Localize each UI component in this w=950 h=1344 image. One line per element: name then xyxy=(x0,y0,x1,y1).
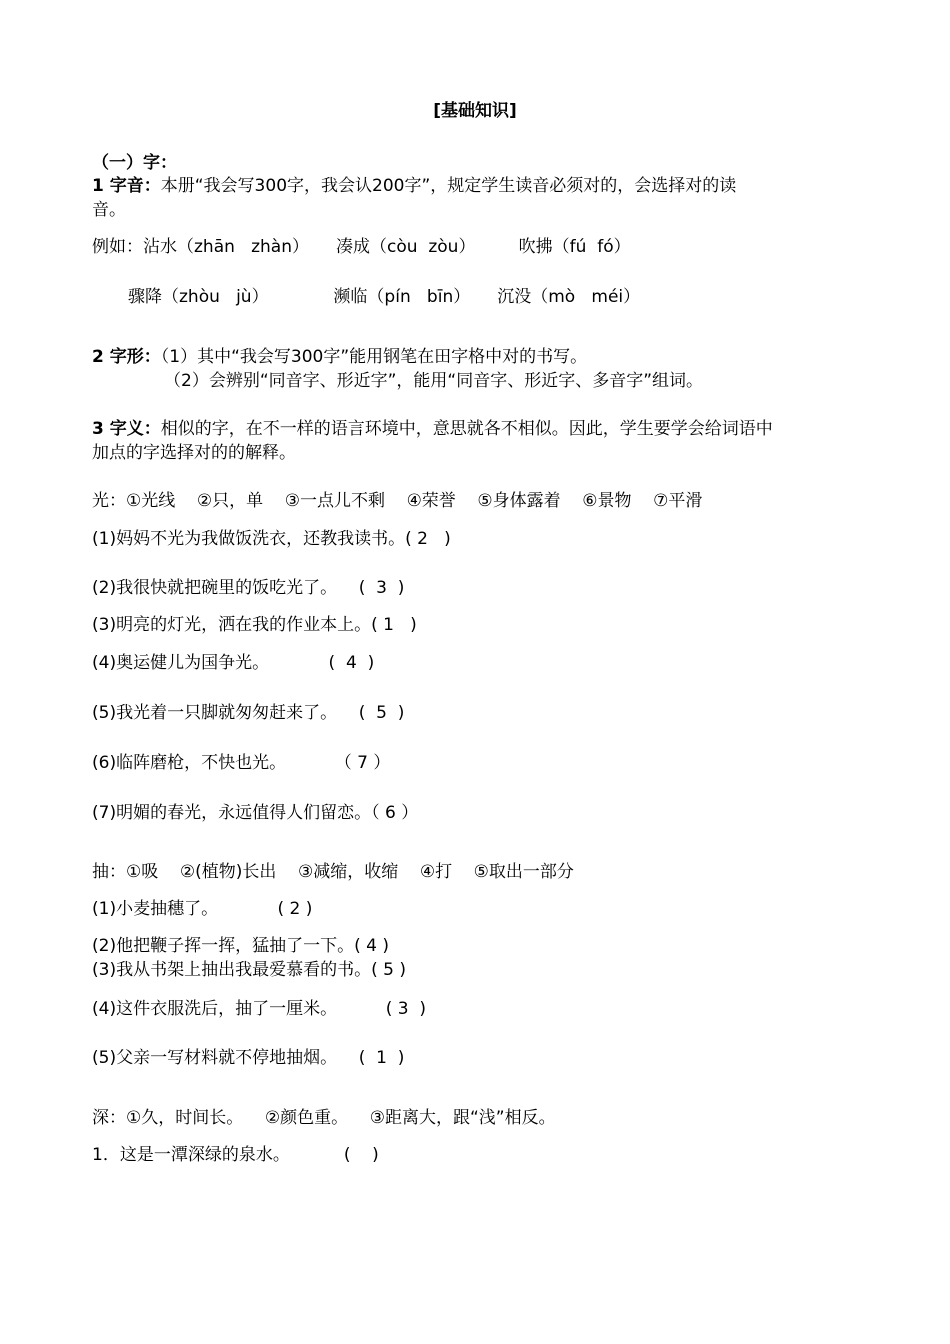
item3-text-a: 相似的字，在不一样的语言环境中，意思就各不相似。因此，学生要学会给词语中 xyxy=(160,419,773,439)
guang-question-6: (6)临阵磨枪，不快也光。 （ 7 ） xyxy=(92,753,391,773)
chou-question-5: (5)父亲一写材料就不停地抽烟。 ( 1 ) xyxy=(92,1048,405,1068)
shen-question-1: 1．这是一潭深绿的泉水。 ( ) xyxy=(92,1145,379,1165)
item2-text-b: （2）会辨别“同音字、形近字”，能用“同音字、形近字、多音字”组词。 xyxy=(164,371,704,391)
chou-meanings: 抽：①吸 ②(植物)长出 ③减缩，收缩 ④打 ⑤取出一部分 xyxy=(92,862,574,882)
section-heading: （一）字： xyxy=(92,153,177,173)
item3-text-b: 加点的字选择对的的解释。 xyxy=(92,443,296,463)
item1-line-a xyxy=(92,175,736,197)
pinyin-examples-row2: 骤降（zhòu jù） 濒临（pín bīn） 沉没（mò méi） xyxy=(128,287,641,307)
guang-question-5: (5)我光着一只脚就匆匆赶来了。 ( 5 ) xyxy=(92,703,405,723)
chou-question-4: (4)这件衣服洗后，抽了一厘米。 ( 3 ) xyxy=(92,999,427,1019)
page-title: [基础知识] xyxy=(433,101,517,121)
guang-meanings: 光：①光线 ②只，单 ③一点儿不剩 ④荣誉 ⑤身体露着 ⑥景物 ⑦平滑 xyxy=(92,491,703,511)
pinyin-examples-row1: 例如：沾水（zhān zhàn） 凑成（còu zòu） 吹拂（fú fó） xyxy=(92,237,631,257)
guang-question-2: (2)我很快就把碗里的饭吃光了。 ( 3 ) xyxy=(92,578,405,598)
item2-text-a: （1）其中“我会写300字”能用钢笔在田字格中对的书写。 xyxy=(160,347,588,367)
item2-label: 2 字形： xyxy=(92,347,161,367)
shen-meanings: 深：①久，时间长。 ②颜色重。 ③距离大，跟“浅”相反。 xyxy=(92,1108,556,1128)
chou-question-2: (2)他把鞭子挥一挥，猛抽了一下。( 4 ) xyxy=(92,936,389,956)
item3-line-a xyxy=(92,418,773,440)
guang-question-3: (3)明亮的灯光，洒在我的作业本上。( 1 ) xyxy=(92,615,417,635)
item2-line-a xyxy=(92,346,587,368)
guang-question-7: (7)明媚的春光，永远值得人们留恋。（ 6 ） xyxy=(92,803,419,823)
guang-question-4: (4)奥运健儿为国争光。 ( 4 ) xyxy=(92,653,375,673)
chou-question-3: (3)我从书架上抽出我最爱慕看的书。( 5 ) xyxy=(92,960,406,980)
item1-text-a: 本册“我会写300字，我会认200字”，规定学生读音必须对的，会选择对的读 xyxy=(160,176,737,196)
chou-question-1: (1)小麦抽穗了。 ( 2 ) xyxy=(92,899,313,919)
item1-text-b: 音。 xyxy=(92,200,126,220)
item3-label: 3 字义： xyxy=(92,419,161,439)
guang-question-1: (1)妈妈不光为我做饭洗衣，还教我读书。( 2 ) xyxy=(92,529,451,549)
item1-label: 1 字音： xyxy=(92,176,161,196)
